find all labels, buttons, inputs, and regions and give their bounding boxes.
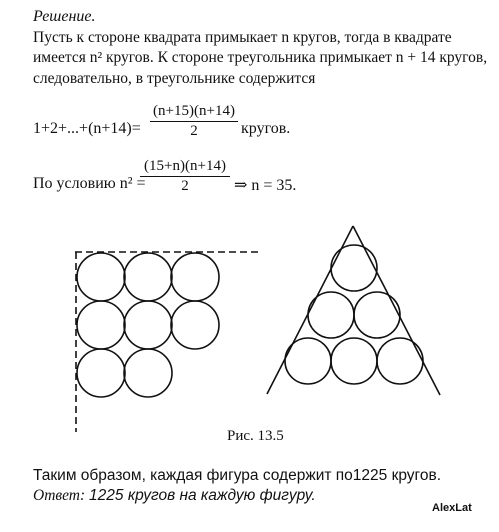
square-circle xyxy=(124,349,172,397)
formula-1-denominator: 2 xyxy=(190,123,198,139)
formula-1-numerator: (n+15)(n+14) xyxy=(153,103,235,119)
solution-line-1: Пусть к стороне квадрата примыкает n кругов, тогда в квадрате xyxy=(33,29,452,46)
triangle-circle xyxy=(377,338,423,384)
solution-line-3: следовательно, в треугольнике содержится xyxy=(33,70,316,87)
square-circle xyxy=(77,349,125,397)
square-circle xyxy=(124,253,172,301)
formula-2-rhs: ⇒ n = 35. xyxy=(234,177,297,194)
solution-line-2: имеется n² кругов. К стороне треугольника примыкает n + 14 кругов, xyxy=(33,49,488,66)
formula-2-numerator: (15+n)(n+14) xyxy=(144,158,226,174)
solution-heading: Решение. xyxy=(33,8,96,25)
square-circle xyxy=(171,253,219,301)
formula-2-denominator: 2 xyxy=(181,178,189,194)
triangle-circle xyxy=(331,245,377,291)
figure-caption: Рис. 13.5 xyxy=(227,428,284,444)
triangle-right-side xyxy=(353,226,440,395)
square-circle xyxy=(77,301,125,349)
square-circle xyxy=(77,253,125,301)
triangle-circle xyxy=(354,292,400,338)
formula-1-rhs: кругов. xyxy=(241,120,291,137)
square-circle xyxy=(171,301,219,349)
formula-2-lhs: По условию n² = xyxy=(33,175,146,192)
formula-1-lhs: 1+2+...+(n+14)= xyxy=(33,120,141,137)
answer-line xyxy=(33,487,316,505)
conclusion-text: Таким образом, каждая фигура содержит по1225 кругов. xyxy=(33,467,442,484)
answer-text: 1225 кругов на каждую фигуру. xyxy=(89,487,316,504)
triangle-circle xyxy=(285,338,331,384)
triangle-left-side xyxy=(267,226,353,394)
square-circle xyxy=(124,301,172,349)
triangle-circle xyxy=(308,292,354,338)
answer-label: Ответ: xyxy=(33,487,86,504)
watermark: AlexLat xyxy=(432,502,472,514)
triangle-circle xyxy=(331,338,377,384)
